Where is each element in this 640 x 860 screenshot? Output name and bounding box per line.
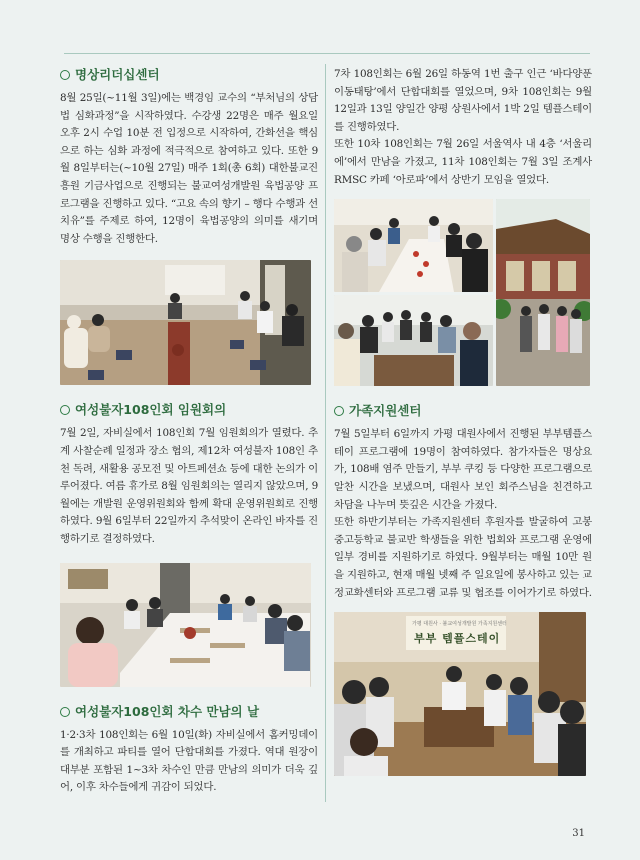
- section-body: 7월 2일, 자비실에서 108인회 7월 임원회의가 열렸다. 추계 사찰순례 일정과 장소 협의, 제12차 여성불자 108인 추천 독려, 새활용 공모전 및 아트페션쇼 등에 대한 논의가 이루어졌다. 여름 휴가로 8월 임원회의는 열리지 않았으며, 9월에는 개발원 운영위원회와 함께 확대 운영위원회로 진행하였다. 9월 6일부터 22일까지 추석맞이 온라인 바자를 진행하기로 결정하였다.: [60, 427, 318, 545]
- section-title: 여성불자108인회 임원회의: [75, 402, 227, 418]
- banner-title: 부부 템플스테이: [414, 632, 501, 646]
- right-column: [334, 66, 592, 776]
- photo-meditation-class: [60, 260, 311, 385]
- photo-temple: [496, 199, 590, 386]
- section-body-1: 7월 5일부터 6일까지 가평 대원사에서 진행된 부부템플스테이 프로그램에 19명이 참여하였다. 참가자들은 명상요가, 108배 염주 만들기, 부부 쿠킹 등 다양한 프로그램으로 알찬 시간을 보냈으며, 대원사 보인 회주스님을 친견하고 차담을 나누며 뜻깊은 시간을 가졌다.: [334, 428, 592, 511]
- photo-group-cafe: [334, 295, 493, 386]
- section-body: 8월 25일(~11월 3일)에는 백경임 교수의 “부처님의 상담법 심화과정”을 시작하였다. 수강생 22명은 매주 월요일 오후 2시 수업 10분 전 입정으로 시작하여, 간화선을 핵심으로 하는 심화 과정에 적극적으로 참여하고 있다. 또한 9월 8일부터는(~10월 27일) 매주 1회(총 6회) 대한불교진흥원 기금사업으로 진행되는 불교여성개발원 육법공양 프로그램을 진행하고 있다. “고요 속의 향기 – 행다 수행과 선 치유”를 주제로 하여, 12명이 육법공양의 의미를 새기며 명상 수행을 진행한다.: [60, 92, 318, 245]
- top-divider: [64, 53, 590, 54]
- photo-collage: [334, 199, 590, 386]
- section-heading-108-reunion: [60, 703, 318, 721]
- continued-body-2: 또한 10차 108인회는 7월 26일 서울역사 내 4층 ‘서울리에’에서 만남을 가졌고, 11차 108인회는 7월 3일 조계사 RMSC 카페 ‘아로파’에서 상반기 모임을 열었다.: [334, 138, 592, 186]
- photo-group-dinner: [334, 199, 493, 292]
- banner-subtitle: 가평 대원사 · 불교여성개발원 가족지원센터: [412, 621, 507, 628]
- photo-couple-templestay: [334, 612, 586, 776]
- left-column: [60, 66, 318, 797]
- section-title: 여성불자108인회 차수 만남의 날: [75, 703, 260, 719]
- circle-bullet-icon: [60, 707, 70, 717]
- photo-executive-meeting: [60, 563, 311, 687]
- continued-body-1: 7차 108인회는 6월 26일 하동역 1번 출구 인근 ‘바다양푼이동태탕’에서 단합대회를 열었으며, 9차 108인회는 9월 12일과 13일 양일간 양평 상원사에서 1박 2일 템플스테이를 진행하였다.: [334, 68, 592, 133]
- circle-bullet-icon: [60, 405, 70, 415]
- column-divider: [325, 64, 326, 802]
- section-heading-family-support: [334, 402, 592, 420]
- section-body: 1·2·3차 108인회는 6월 10일(화) 자비실에서 홈커밍데이를 개최하고 파티를 열어 단합대회를 가졌다. 역대 원장이 대부분 포함된 1~3차 차수인 만큼 만남의 의미가 더욱 깊어, 이후 차수들에게 귀감이 되었다.: [60, 728, 318, 794]
- circle-bullet-icon: [60, 70, 70, 80]
- circle-bullet-icon: [334, 406, 344, 416]
- section-body-2: 또한 하반기부터는 가족지원센터 후원자를 발굴하여 고봉중고등학교 불교반 학생들을 위한 법회와 프로그램 운영에 일부 경비를 지원하기로 하였다. 9월부터는 매월 10만 원을 지원하고, 현재 매월 넷째 주 일요일에 봉사하고 있는 교정교화센터와 프로그램 교류 및 협조를 이어가기로 하였다.: [334, 516, 592, 599]
- section-heading-108-executive: [60, 401, 318, 419]
- section-heading-meditation: [60, 66, 318, 84]
- section-title: 명상리더십센터: [75, 67, 160, 82]
- section-title: 가족지원센터: [349, 403, 422, 419]
- page-number: 31: [572, 828, 585, 839]
